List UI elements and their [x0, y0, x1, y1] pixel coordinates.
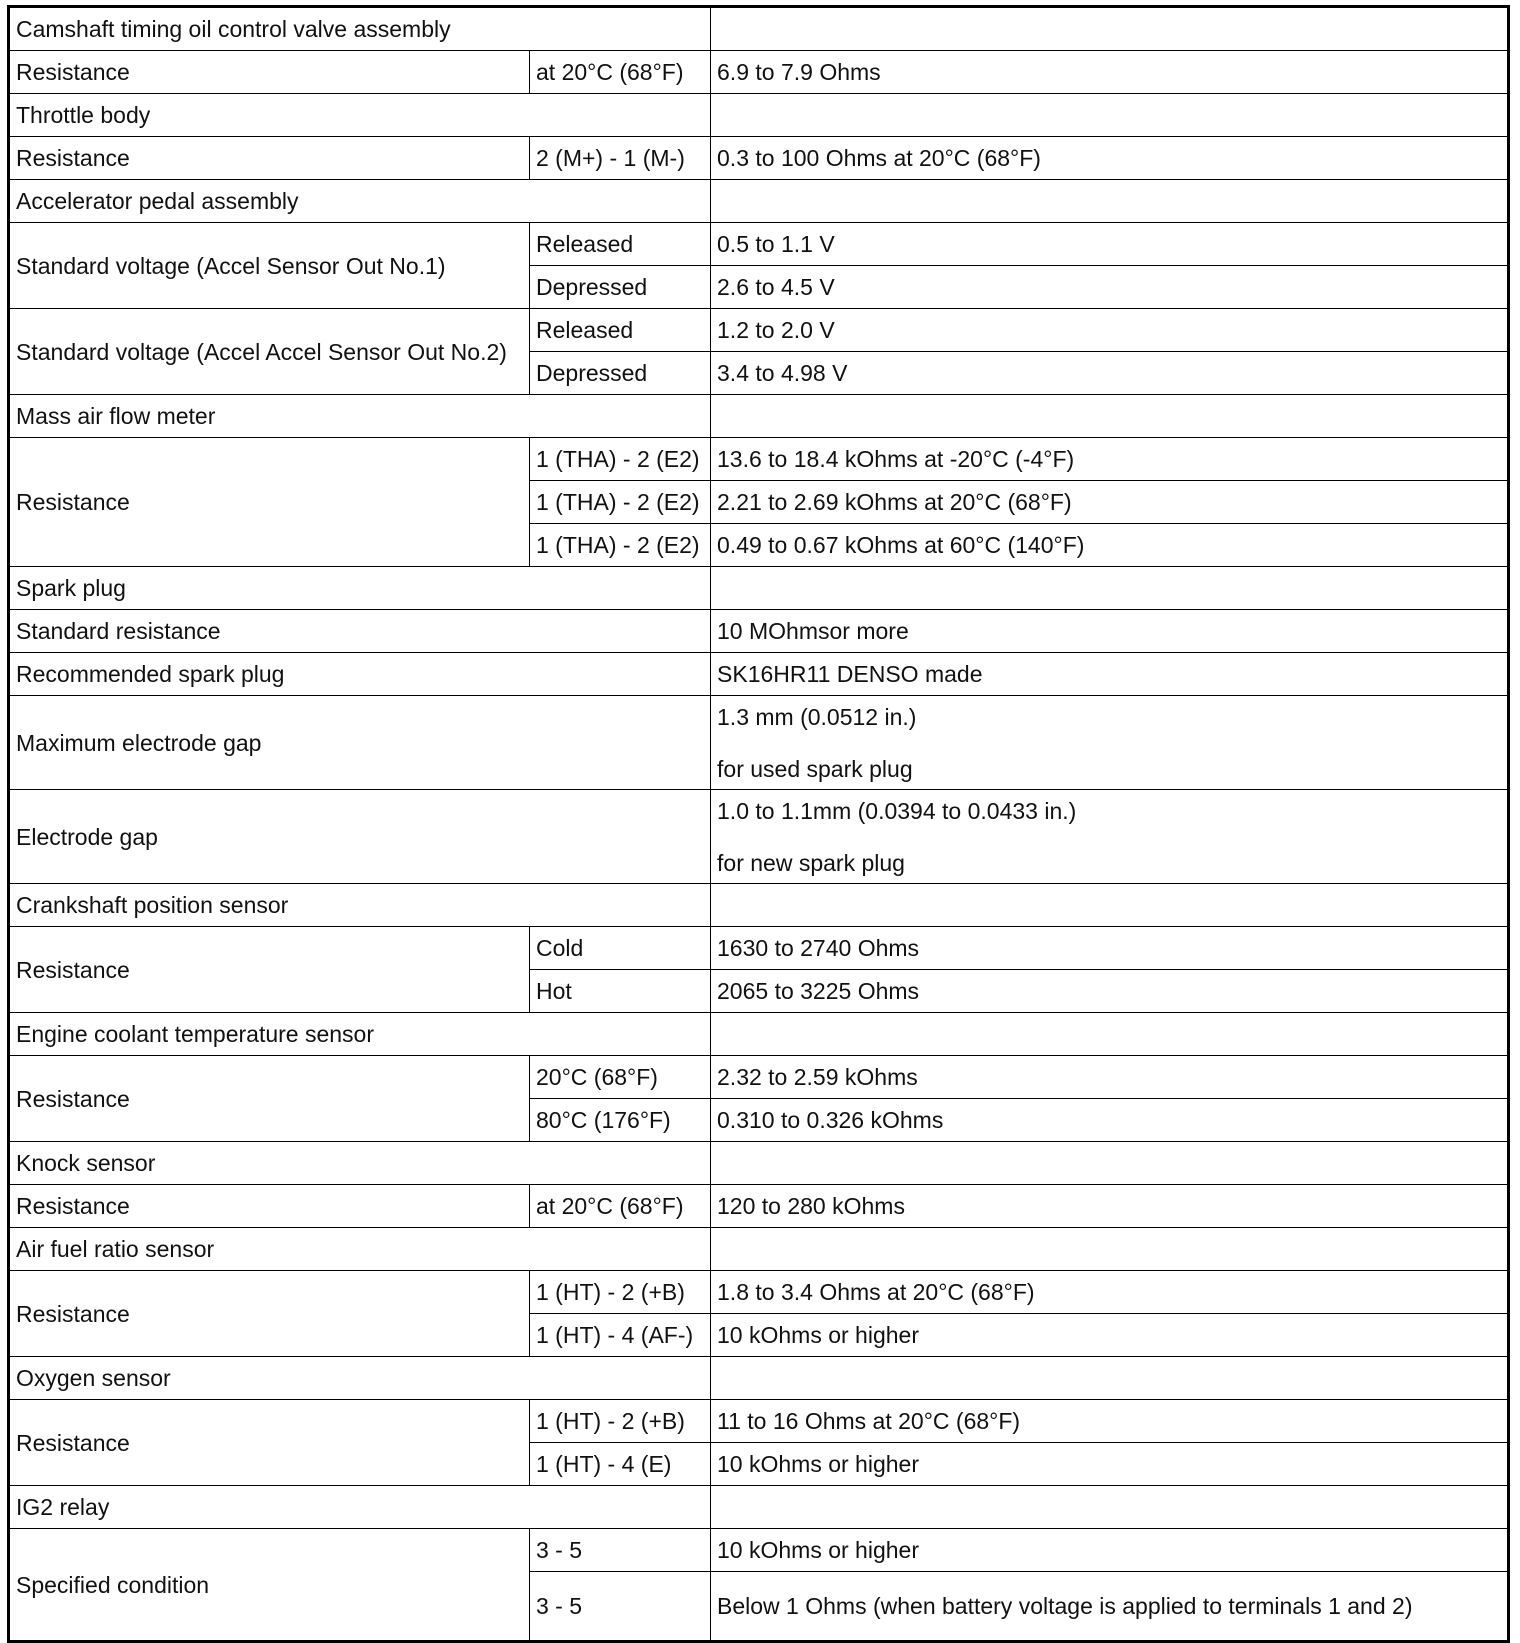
value-note: for new spark plug: [717, 849, 905, 876]
section-title: Mass air flow meter: [9, 395, 711, 438]
value-cell: 2.21 to 2.69 kOhms at 20°C (68°F): [711, 481, 1509, 524]
section-row: [9, 395, 1509, 438]
table-row: [9, 309, 1509, 352]
item-label: Specified condition: [9, 1529, 530, 1642]
value-text: 1.0 to 1.1mm (0.0394 to 0.0433 in.): [717, 797, 1077, 824]
section-title: Oxygen sensor: [9, 1357, 711, 1400]
table-row: [9, 653, 1509, 696]
section-title: Throttle body: [9, 94, 711, 137]
condition-cell: 80°C (176°F): [530, 1099, 711, 1142]
value-cell: 2.32 to 2.59 kOhms: [711, 1056, 1509, 1099]
section-row: [9, 94, 1509, 137]
section-row: [9, 567, 1509, 610]
item-label: Resistance: [9, 1400, 530, 1486]
section-row: [9, 1013, 1509, 1056]
table-row: [9, 1185, 1509, 1228]
item-label: Resistance: [9, 438, 530, 567]
value-cell: 120 to 280 kOhms: [711, 1185, 1509, 1228]
empty-cell: [711, 1357, 1509, 1400]
item-label: Standard voltage (Accel Sensor Out No.1): [9, 223, 530, 309]
condition-cell: 1 (HT) - 2 (+B): [530, 1271, 711, 1314]
value-cell: 0.310 to 0.326 kOhms: [711, 1099, 1509, 1142]
value-text: 1.3 mm (0.0512 in.): [717, 703, 917, 730]
value-cell: 11 to 16 Ohms at 20°C (68°F): [711, 1400, 1509, 1443]
section-row: [9, 1142, 1509, 1185]
value-cell: Below 1 Ohms (when battery voltage is applied to terminals 1 and 2): [711, 1572, 1509, 1642]
table-row: [9, 1529, 1509, 1572]
condition-cell: Released: [530, 223, 711, 266]
value-cell: 6.9 to 7.9 Ohms: [711, 51, 1509, 94]
table-row: [9, 1400, 1509, 1443]
item-label: Standard resistance: [9, 610, 711, 653]
empty-cell: [711, 180, 1509, 223]
item-label: Resistance: [9, 1185, 530, 1228]
condition-cell: 1 (HT) - 4 (AF-): [530, 1314, 711, 1357]
item-label: Resistance: [9, 51, 530, 94]
table-row: [9, 51, 1509, 94]
condition-cell: 1 (THA) - 2 (E2): [530, 438, 711, 481]
table-row: [9, 137, 1509, 180]
value-cell: 10 MOhmsor more: [711, 610, 1509, 653]
condition-cell: Hot: [530, 970, 711, 1013]
item-label: Resistance: [9, 1056, 530, 1142]
value-cell: [711, 696, 1509, 790]
section-title: IG2 relay: [9, 1486, 711, 1529]
value-cell: 1.2 to 2.0 V: [711, 309, 1509, 352]
section-row: [9, 884, 1509, 927]
item-label: Recommended spark plug: [9, 653, 711, 696]
value-cell: 10 kOhms or higher: [711, 1314, 1509, 1357]
value-cell: 1.8 to 3.4 Ohms at 20°C (68°F): [711, 1271, 1509, 1314]
value-cell: 10 kOhms or higher: [711, 1529, 1509, 1572]
section-row: [9, 7, 1509, 51]
condition-cell: at 20°C (68°F): [530, 1185, 711, 1228]
section-title: Accelerator pedal assembly: [9, 180, 711, 223]
condition-cell: 1 (THA) - 2 (E2): [530, 481, 711, 524]
item-label: Maximum electrode gap: [9, 696, 711, 790]
table-row: [9, 438, 1509, 481]
section-row: [9, 1486, 1509, 1529]
section-title: Crankshaft position sensor: [9, 884, 711, 927]
condition-cell: 1 (THA) - 2 (E2): [530, 524, 711, 567]
condition-cell: 3 - 5: [530, 1529, 711, 1572]
empty-cell: [711, 94, 1509, 137]
empty-cell: [711, 1142, 1509, 1185]
condition-cell: 1 (HT) - 4 (E): [530, 1443, 711, 1486]
item-label: Resistance: [9, 1271, 530, 1357]
empty-cell: [711, 884, 1509, 927]
section-row: [9, 1357, 1509, 1400]
table-row: [9, 927, 1509, 970]
section-title: Camshaft timing oil control valve assembly: [9, 7, 711, 51]
item-label: Standard voltage (Accel Accel Sensor Out No.2): [9, 309, 530, 395]
empty-cell: [711, 567, 1509, 610]
value-cell: 0.5 to 1.1 V: [711, 223, 1509, 266]
value-cell: 2065 to 3225 Ohms: [711, 970, 1509, 1013]
empty-cell: [711, 1013, 1509, 1056]
section-row: [9, 1228, 1509, 1271]
table-row: [9, 1056, 1509, 1099]
condition-cell: Depressed: [530, 266, 711, 309]
spec-table: [7, 5, 1510, 1643]
condition-cell: 20°C (68°F): [530, 1056, 711, 1099]
value-cell: 13.6 to 18.4 kOhms at -20°C (-4°F): [711, 438, 1509, 481]
section-title: Air fuel ratio sensor: [9, 1228, 711, 1271]
section-title: Spark plug: [9, 567, 711, 610]
section-title: Engine coolant temperature sensor: [9, 1013, 711, 1056]
empty-cell: [711, 1486, 1509, 1529]
empty-cell: [711, 395, 1509, 438]
value-cell: 2.6 to 4.5 V: [711, 266, 1509, 309]
condition-cell: 1 (HT) - 2 (+B): [530, 1400, 711, 1443]
value-cell: [711, 790, 1509, 884]
item-label: Resistance: [9, 137, 530, 180]
table-row: [9, 790, 1509, 884]
empty-cell: [711, 7, 1509, 51]
section-title: Knock sensor: [9, 1142, 711, 1185]
condition-cell: 3 - 5: [530, 1572, 711, 1642]
empty-cell: [711, 1228, 1509, 1271]
table-row: [9, 223, 1509, 266]
condition-cell: Depressed: [530, 352, 711, 395]
value-cell: 3.4 to 4.98 V: [711, 352, 1509, 395]
condition-cell: at 20°C (68°F): [530, 51, 711, 94]
condition-cell: Released: [530, 309, 711, 352]
value-cell: 0.3 to 100 Ohms at 20°C (68°F): [711, 137, 1509, 180]
value-cell: 10 kOhms or higher: [711, 1443, 1509, 1486]
value-cell: 1630 to 2740 Ohms: [711, 927, 1509, 970]
value-note: for used spark plug: [717, 755, 913, 782]
value-cell: SK16HR11 DENSO made: [711, 653, 1509, 696]
table-row: [9, 610, 1509, 653]
condition-cell: Cold: [530, 927, 711, 970]
condition-cell: 2 (M+) - 1 (M-): [530, 137, 711, 180]
value-cell: 0.49 to 0.67 kOhms at 60°C (140°F): [711, 524, 1509, 567]
item-label: Electrode gap: [9, 790, 711, 884]
table-row: [9, 1271, 1509, 1314]
section-row: [9, 180, 1509, 223]
table-row: [9, 696, 1509, 790]
item-label: Resistance: [9, 927, 530, 1013]
